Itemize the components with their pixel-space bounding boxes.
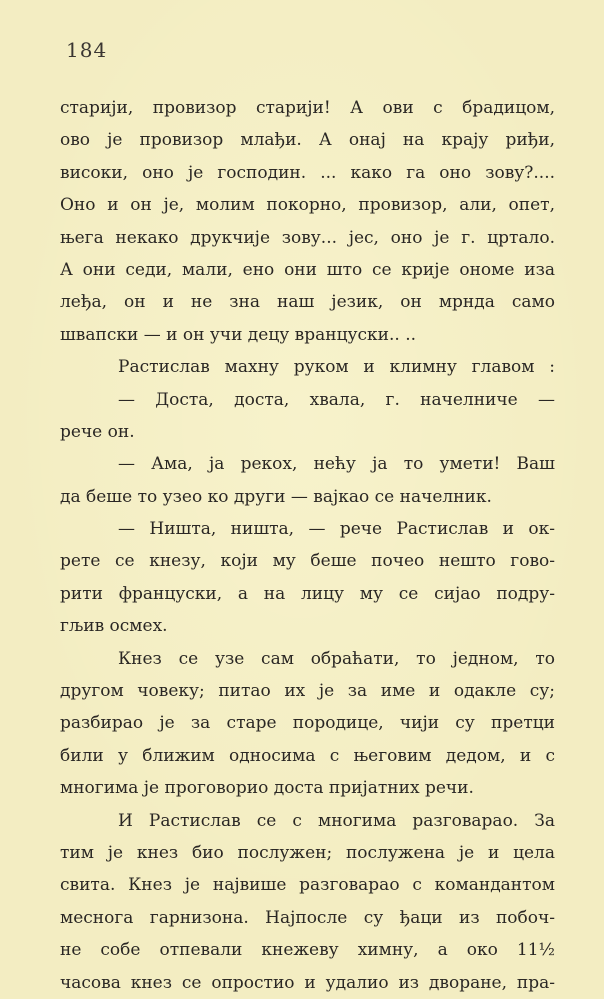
text-line: да беше то узео ко други — вајкао се начелник. (60, 486, 492, 507)
text-line: не собе отпевали кнежеву химну, а око 11½ (60, 940, 555, 961)
text-line: разбирао је за старе породице, чији су претци (60, 713, 555, 734)
text-line: свита. Кнез је највише разговарао с командантом (60, 875, 555, 896)
text-line: високи, оно је господин. ... како га оно зову?.... (60, 162, 555, 183)
page-number: 184 (66, 38, 108, 62)
body-text (60, 92, 555, 999)
text-line: рече он. (60, 421, 135, 442)
text-line: — Ама, ја рекох, нећу ја то умети! Ваш (118, 454, 555, 475)
text-line: њега некако друкчије зову... јес, оно је г. цртало. (60, 227, 555, 248)
text-line: рити француски, а на лицу му се сијао подру- (60, 583, 555, 604)
text-line: многима је проговорио доста пријатних речи. (60, 778, 474, 799)
text-line: швапски — и он учи децу вранцуски.. .. (60, 324, 417, 345)
text-line: часова кнез се опростио и удалио из дворане, пра- (60, 972, 555, 993)
text-line: старији, провизор старији! А ови с брадицом, (60, 98, 555, 118)
text-line: — Доста, доста, хвала, г. начелниче — (118, 389, 555, 410)
text-line: И Растислав се с многима разговарао. За (118, 810, 555, 831)
text-line: другом човеку; питао их је за име и одакле су; (60, 681, 555, 702)
text-line: месногa гарнизона. Најпосле су ђаци из побоч- (60, 907, 555, 928)
text-line: — Ништа, ништа, — рече Растислав и ок- (118, 519, 555, 540)
text-line: рете се кнезу, који му беше почео нешто гово- (60, 551, 555, 572)
text-line: А они седи, мали, ено они што се крије ономе иза (60, 259, 555, 280)
text-line: Оно и он је, молим покорно, провизор, али, опет, (60, 195, 555, 216)
text-line: Растислав махну руком и климну главом : (118, 357, 555, 378)
text-line: леђа, он и не зна наш језик, он мрнда само (60, 292, 555, 313)
text-line: гљив осмех. (60, 616, 168, 637)
text-line: ово је провизор млађи. А онај на крају риђи, (60, 130, 555, 151)
text-line: Кнез се узе сам обраћати, то једном, то (118, 648, 555, 669)
text-line: тим је кнез био послужен; послужена је и цела (60, 842, 555, 863)
text-line: били у ближим односима с његовим дедом, и с (60, 745, 555, 766)
